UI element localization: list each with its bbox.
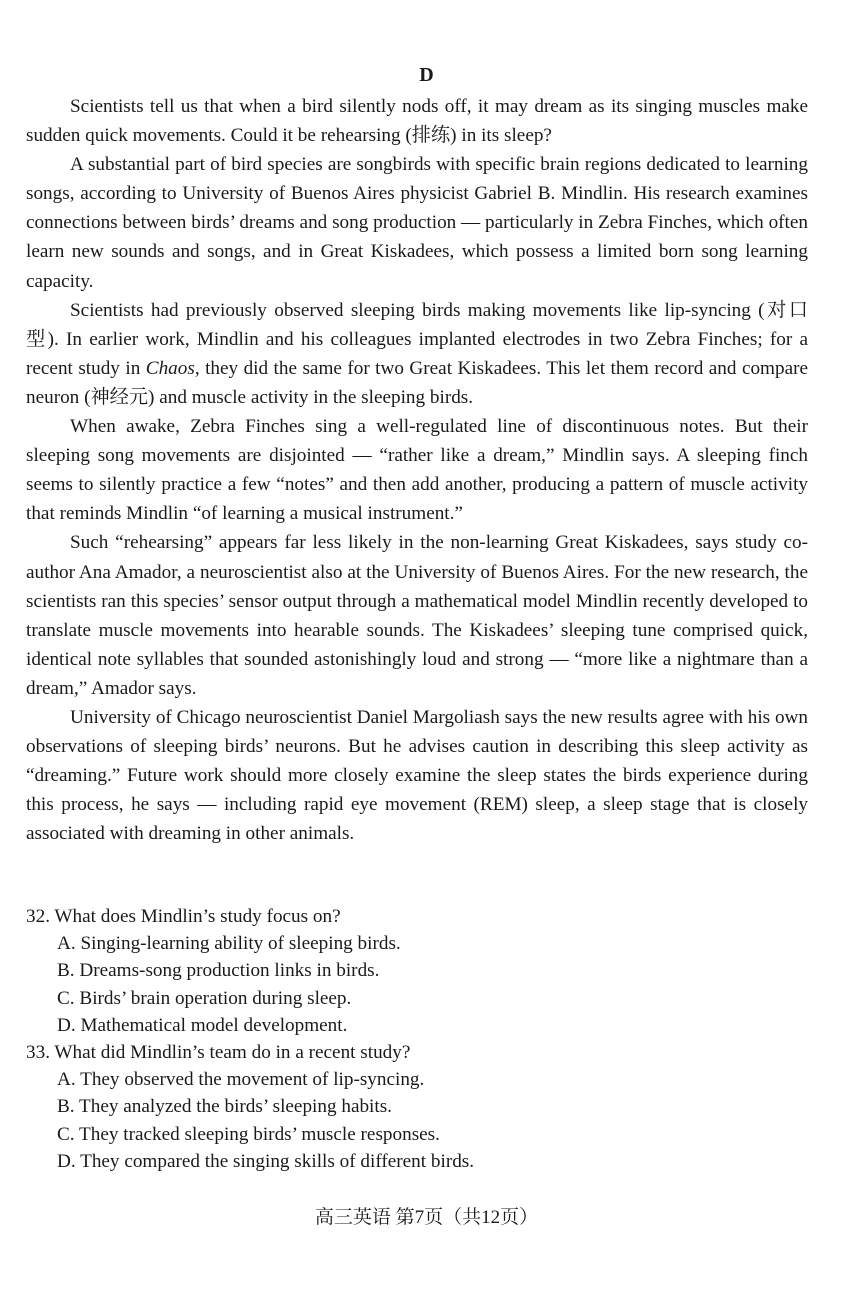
option-b: B. They analyzed the birds’ sleeping habits. [57,1096,392,1118]
answer-options [26,930,808,1039]
question-stem: 33. What did Mindlin’s team do in a recent study? [26,1042,411,1064]
journal-name: Chaos [145,357,195,379]
answer-options [26,1066,808,1175]
paragraph-text: Scientists had previously observed sleeping birds making movements like lip-syncing (对口型). In earlier work, Mindlin and his colleagues implanted electrodes in two Zebra Finches; for a recent study in [26,299,808,379]
passage-paragraph: Scientists tell us that when a bird silently nods off, it may dream as its singing muscles make sudden quick movements. Could it be rehearsing (排练) in its sleep? [26,96,808,147]
question-stem: 32. What does Mindlin’s study focus on? [26,906,341,927]
reading-passage [26,92,808,848]
option-c: C. They tracked sleeping birds’ muscle responses. [57,1123,440,1145]
option-a: A. They observed the movement of lip-syncing. [57,1069,425,1091]
passage-paragraph [26,296,808,412]
question-32 [26,903,808,1039]
paragraph-text: , they did the same for two Great Kiskadees. This let them record and compare neuron (神经元) and muscle activity in the sleeping birds. [26,357,808,408]
option-b: B. Dreams-song production links in birds. [57,960,380,982]
passage-paragraph: University of Chicago neuroscientist Daniel Margoliash says the new results agree with his own observations of sleeping birds’ neurons. But he advises caution in describing this sleep activity as “dreaming.” Future work should more closely examine the sleep states the birds experience during this process, he says — including rapid eye movement (REM) sleep, a sleep stage that is closely associated with dreaming in other animals. [26,706,808,845]
questions-section [26,903,808,1175]
section-title: D [419,64,434,86]
option-d: D. They compared the singing skills of different birds. [57,1150,475,1172]
page-footer: 高三英语 第7页（共12页） [314,1207,539,1228]
option-c: C. Birds’ brain operation during sleep. [57,987,352,1009]
option-a: A. Singing-learning ability of sleeping birds. [57,933,401,955]
passage-paragraph: A substantial part of bird species are songbirds with specific brain regions dedicated to learning songs, according to University of Buenos Aires physicist Gabriel B. Mindlin. His research examines connections between birds’ dreams and song production — particularly in Zebra Finches, which often learn new sounds and songs, and in Great Kiskadees, which possess a limited born song learning capacity. [26,154,808,292]
question-33 [26,1039,808,1175]
option-d: D. Mathematical model development. [57,1014,348,1036]
passage-paragraph: Such “rehearsing” appears far less likely in the non-learning Great Kiskadees, says study co-author Ana Amador, a neuroscientist also at the University of Buenos Aires. For the new research, the scientists ran this species’ sensor output through a mathematical model Mindlin recently developed to translate muscle movements into hearable sounds. The Kiskadees’ sleeping tune comprised quick, identical note syllables that sounded astonishingly loud and strong — “more like a nightmare than a dream,” Amador says. [26,532,808,699]
passage-paragraph: When awake, Zebra Finches sing a well-regulated line of discontinuous notes. But their sleeping song movements are disjointed — “rather like a dream,” Mindlin says. A sleeping finch seems to silently practice a few “notes” and then add another, producing a pattern of muscle activity that reminds Mindlin “of learning a musical instrument.” [26,416,808,525]
